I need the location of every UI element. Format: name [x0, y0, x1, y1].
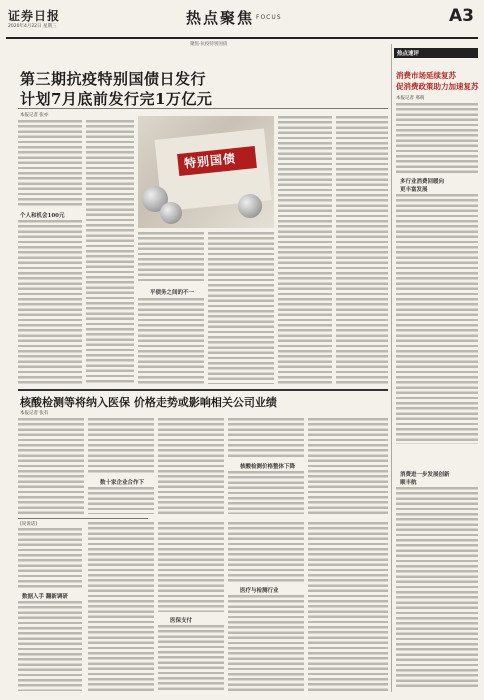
lead-text-col1b — [18, 220, 82, 384]
second-text-col4b — [228, 471, 304, 514]
right-column-divider — [391, 44, 392, 692]
paper-logo: 证券日报 — [8, 9, 61, 23]
photo-banner-text: 特别国债 — [183, 151, 237, 171]
right-byline: 本报记者 邢萌 — [396, 96, 425, 101]
editor-line: 聚焦·抗疫特别国债 — [190, 42, 228, 47]
page-number: A3 — [449, 6, 474, 26]
second-headline: 核酸检测等将纳入医保 价格走势或影响相关公司业绩 — [20, 396, 277, 409]
right-subhead-3: 消费进一步发展创新 — [400, 472, 450, 478]
lead-text-col2 — [86, 120, 134, 384]
bottom-text-col4a — [228, 522, 304, 582]
right-column-tag: 热点速评 — [397, 51, 420, 57]
second-text-col3 — [158, 418, 224, 514]
bottom-text-col2 — [88, 522, 154, 692]
right-text-2 — [396, 194, 478, 444]
right-headline-line2: 促消费政策助力加速复苏 — [396, 82, 479, 91]
masthead — [6, 4, 478, 36]
lead-subhead-2: 平债务之间的不一 — [150, 290, 195, 296]
right-text-1 — [396, 103, 478, 173]
bottom-left-text-1 — [18, 528, 82, 588]
right-subhead-1: 多行业消费回暖向 — [400, 179, 445, 185]
right-headline-line1: 消费市场延续复苏 — [396, 71, 456, 80]
bottom-text-col4b — [228, 595, 304, 692]
bottom-left-rule — [18, 518, 148, 519]
lead-subhead-1: 个人和机会100元 — [20, 213, 65, 219]
lead-text-col5 — [278, 116, 332, 384]
bottom-text-col3a — [158, 522, 224, 612]
bottom-left-text-2 — [18, 601, 82, 691]
right-subhead-2: 更丰富发展 — [400, 187, 428, 193]
second-subhead-1: 数十家企业合作下 — [100, 480, 145, 486]
bottom-left-label: [说说话] — [20, 522, 38, 527]
lead-byline: 本报记者 张亦 — [20, 113, 49, 118]
second-subhead-3: 医保支付 — [170, 618, 193, 624]
lead-text-col3b — [138, 298, 204, 384]
second-story-rule — [18, 389, 388, 391]
second-text-col5 — [308, 418, 388, 514]
right-text-3 — [396, 487, 478, 687]
lead-text-col1a — [18, 120, 82, 208]
second-text-col1 — [18, 418, 84, 514]
paper-date: 2020年4月22日 星期三 — [8, 24, 57, 29]
lead-photo — [138, 116, 274, 228]
second-text-col4a — [228, 418, 304, 458]
right-subhead-4: 顺丰航 — [400, 480, 417, 486]
lead-text-col4 — [208, 232, 274, 384]
lead-headline-line2: 计划7月底前发行完1万亿元 — [20, 90, 213, 108]
bottom-text-col3b — [158, 625, 224, 692]
section-title: 热点聚焦 — [186, 9, 255, 27]
second-byline: 本报记者 张有 — [20, 411, 49, 416]
second-subhead-2: 核酸检测价格整体下降 — [240, 464, 296, 470]
bottom-left-subhead: 数据入手 翻新调研 — [22, 594, 68, 600]
second-text-col2a — [88, 418, 154, 474]
lead-text-col6 — [336, 116, 388, 384]
section-subtitle: FOCUS — [256, 14, 282, 21]
lead-headline-line1: 第三期抗疫特别国债日发行 — [20, 70, 207, 88]
lead-text-col3a — [138, 232, 204, 284]
headline-rule — [18, 108, 388, 109]
masthead-rule — [6, 37, 478, 39]
second-text-col2b — [88, 487, 154, 514]
bottom-text-col5 — [308, 522, 388, 692]
second-subhead-4: 医疗与检测行业 — [240, 588, 279, 594]
